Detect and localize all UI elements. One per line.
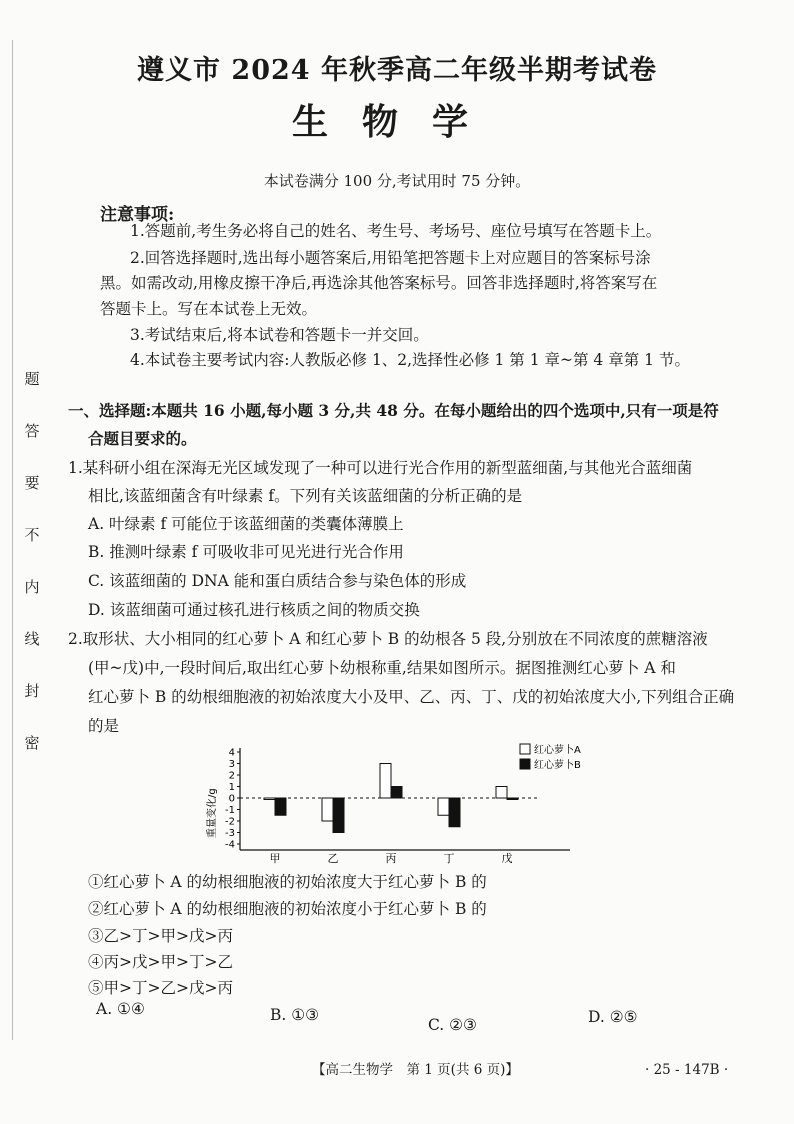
- legend-label-a: 红心萝卜A: [534, 745, 581, 756]
- y-tick-label: 0: [228, 793, 235, 805]
- q2-option-b[interactable]: B. ①③: [270, 1006, 320, 1024]
- bar-b-戊: [507, 798, 518, 800]
- bar-b-丙: [391, 787, 402, 799]
- x-tick-label: 丙: [385, 852, 397, 865]
- notice-item: 黑。如需改动,用橡皮擦干净后,再选涂其他答案标号。回答非选择题时,将答案写在: [100, 274, 658, 292]
- bar-b-乙: [333, 798, 344, 833]
- q2-statement: ①红心萝卜 A 的幼根细胞液的初始浓度大于红心萝卜 B 的: [88, 873, 487, 891]
- notice-item: 4.本试卷主要考试内容:人教版必修 1、2,选择性必修 1 第 1 章~第 4 章第 1 节。: [130, 351, 690, 369]
- y-tick-label: 1: [228, 782, 235, 793]
- bar-a-甲: [264, 798, 275, 800]
- bar-a-乙: [322, 798, 333, 821]
- q2-statement: ④丙>戊>甲>丁>乙: [88, 953, 233, 971]
- page-footer: 【高二生物学 第 1 页(共 6 页)】: [312, 1062, 519, 1078]
- y-tick-label: 2: [228, 770, 235, 782]
- question-1-stem: 相比,该蓝细菌含有叶绿素 f。下列有关该蓝细菌的分析正确的是: [88, 487, 523, 505]
- q1-option-d[interactable]: D. 该蓝细菌可通过核孔进行核质之间的物质交换: [88, 601, 420, 619]
- q2-statement: ③乙>丁>甲>戊>丙: [88, 927, 233, 945]
- q2-statement: ②红心萝卜 A 的幼根细胞液的初始浓度小于红心萝卜 B 的: [88, 900, 487, 918]
- margin-char: 封: [24, 682, 40, 700]
- margin-char: 线: [24, 630, 40, 648]
- bar-a-丁: [438, 798, 449, 815]
- margin-char: 题: [24, 370, 40, 388]
- q2-option-a[interactable]: A. ①④: [96, 1000, 145, 1018]
- exam-code: · 25 - 147B ·: [645, 1062, 729, 1078]
- x-tick-label: 乙: [327, 852, 339, 865]
- q2-statement: ⑤甲>丁>乙>戊>丙: [88, 979, 233, 997]
- y-tick-label: -4: [225, 839, 235, 851]
- margin-char: 要: [24, 474, 40, 492]
- margin-char: 密: [24, 734, 40, 752]
- legend: [520, 743, 581, 771]
- y-tick-label: 4: [228, 747, 235, 759]
- section-header: 合题目要求的。: [88, 429, 197, 448]
- notice-heading: 注意事项:: [100, 205, 175, 225]
- question-2-stem: 2.取形状、大小相同的红心萝卜 A 和红心萝卜 B 的幼根各 5 段,分别放在不同浓度的蔗糖溶液: [68, 630, 708, 648]
- exam-title: 遵义市 2024 年秋季高二年级半期考试卷: [137, 55, 657, 86]
- question-2-stem: 的是: [88, 717, 120, 735]
- q1-option-c[interactable]: C. 该蓝细菌的 DNA 能和蛋白质结合参与染色体的形成: [88, 572, 467, 590]
- legend-label-b: 红心萝卜B: [534, 760, 581, 771]
- y-tick-label: -1: [225, 805, 235, 816]
- exam-info: 本试卷满分 100 分,考试用时 75 分钟。: [263, 172, 531, 190]
- x-tick-label: 戊: [501, 852, 513, 865]
- x-tick-label: 丁: [443, 852, 455, 865]
- q2-option-d[interactable]: D. ②⑤: [588, 1008, 638, 1026]
- subject-title: 生物学: [291, 101, 502, 143]
- y-tick-label: -3: [225, 828, 235, 839]
- notice-item: 1.答题前,考生务必将自己的姓名、考生号、考场号、座位号填写在答题卡上。: [130, 222, 662, 240]
- margin-char: 不: [24, 526, 40, 544]
- question-2-stem: (甲~戊)中,一段时间后,取出红心萝卜幼根称重,结果如图所示。据图推测红心萝卜 A 和: [88, 659, 676, 677]
- notice-item: 答题卡上。写在本试卷上无效。: [100, 300, 318, 318]
- notice-item: 3.考试结束后,将本试卷和答题卡一并交回。: [130, 326, 429, 344]
- margin-char: 答: [24, 422, 40, 440]
- y-tick-label: 3: [228, 759, 235, 770]
- y-axis-label: 重量变化/g: [207, 788, 218, 838]
- q2-option-c[interactable]: C. ②③: [428, 1016, 477, 1034]
- q1-option-b[interactable]: B. 推测叶绿素 f 可吸收非可见光进行光合作用: [88, 543, 404, 561]
- legend-swatch-a: [520, 744, 530, 754]
- notice-item: 2.回答选择题时,选出每小题答案后,用铅笔把答题卡上对应题目的答案标号涂: [130, 249, 651, 267]
- weight-change-chart: [190, 738, 590, 868]
- x-tick-label: 甲: [269, 852, 281, 865]
- q1-option-a[interactable]: A. 叶绿素 f 可能位于该蓝细菌的类囊体薄膜上: [88, 515, 404, 533]
- bar-a-戊: [496, 787, 507, 799]
- y-tick-label: -2: [225, 816, 235, 828]
- bar-b-丁: [449, 798, 460, 827]
- bar-b-甲: [275, 798, 286, 815]
- question-1-stem: 1.某科研小组在深海无光区域发现了一种可以进行光合作用的新型蓝细菌,与其他光合蓝细菌: [68, 459, 693, 477]
- question-2-stem: 红心萝卜 B 的幼根细胞液的初始浓度大小及甲、乙、丙、丁、戊的初始浓度大小,下列组合正确: [88, 688, 735, 706]
- bar-a-丙: [380, 764, 391, 799]
- section-header: 一、选择题:本题共 16 小题,每小题 3 分,共 48 分。在每小题给出的四个选项中,只有一项是符: [68, 401, 719, 420]
- legend-swatch-b: [520, 759, 530, 769]
- margin-char: 内: [24, 578, 40, 596]
